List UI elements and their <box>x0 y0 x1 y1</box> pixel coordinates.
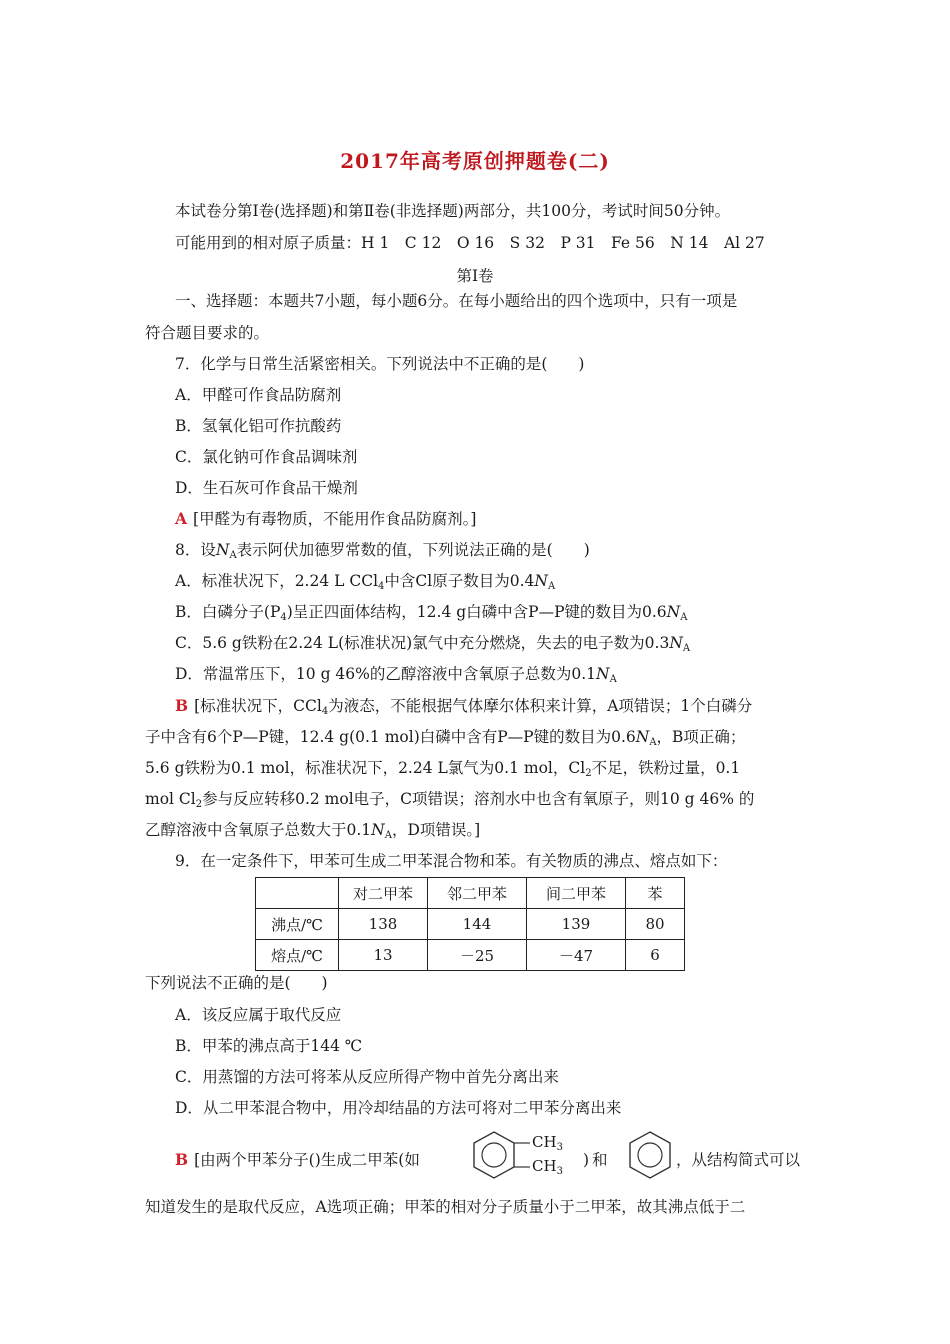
table-row <box>256 940 685 971</box>
q8-explanation-line-2 <box>145 727 745 753</box>
table-cell: 沸点/℃ <box>256 909 339 940</box>
q8-stem <box>175 540 590 566</box>
q8-stem-post: 表示阿伏加德罗常数的值，下列说法正确的是( ) <box>236 541 590 559</box>
q8-d-na-sub: A <box>609 674 617 685</box>
q9-option-c: C．用蒸馏的方法可将苯从反应所得产物中首先分离出来 <box>175 1068 559 1086</box>
q8-c-na: N <box>669 634 683 652</box>
ch3-top-sub: 3 <box>556 1142 563 1153</box>
q9-option-b: B．甲苯的沸点高于144 ℃ <box>175 1037 363 1055</box>
q8-stem-pre: 8．设 <box>175 541 216 559</box>
q7-explanation: [甲醛为有毒物质，不能用作食品防腐剂。] <box>193 510 477 528</box>
q9-option-d: D．从二甲苯混合物中，用冷却结晶的方法可将对二甲苯分离出来 <box>175 1099 622 1117</box>
table-header-cell: 对二甲苯 <box>339 878 428 909</box>
q8-e4-pre: mol Cl <box>145 790 196 808</box>
intro-line-1: 本试卷分第Ⅰ卷(选择题)和第Ⅱ卷(非选择题)两部分，共100分，考试时间50分钟。 <box>175 202 731 220</box>
q8-e2-na: N <box>635 728 650 746</box>
instructions-line-2: 符合题目要求的。 <box>145 324 270 342</box>
table-header-cell: 苯 <box>626 878 685 909</box>
q8-answer-letter: B <box>175 696 189 715</box>
q7-stem: 7．化学与日常生活紧密相关。下列说法中不正确的是( ) <box>175 355 585 373</box>
q9-explanation-line-1-pre <box>175 1150 424 1170</box>
q8-b-pre: B．白磷分子(P <box>175 603 281 621</box>
q8-e2-post: ，B项正确； <box>656 728 746 746</box>
q8-c-na-sub: A <box>682 643 691 654</box>
q9-e1-a: [由两个甲苯分子()生成二甲苯( <box>194 1151 405 1169</box>
q9-property-table <box>255 877 685 971</box>
q9-e1-ru: 如 <box>404 1151 424 1169</box>
q8-b-na: N <box>666 603 681 621</box>
q8-e4-post: 参与反应转移0.2 mol电子，C项错误；溶剂水中也含有氧原子，则10 g 46% 的 <box>202 790 755 808</box>
q8-a-post: 中含Cl原子数目为0.4 <box>384 572 535 590</box>
q8-option-c <box>175 633 690 659</box>
q8-d-na: N <box>596 665 610 683</box>
q9-explanation-line-2: 知道发生的是取代反应，A选项正确；甲苯的相对分子质量小于二甲苯，故其沸点低于二 <box>145 1198 746 1216</box>
table-header-row <box>256 878 685 909</box>
q7-answer-letter: A <box>175 509 188 528</box>
q8-option-a <box>175 571 555 597</box>
q9-question: 下列说法不正确的是( ) <box>145 974 328 992</box>
table-cell: 139 <box>527 909 626 940</box>
q8-a-sub: 4 <box>378 581 385 592</box>
q8-na-symbol: N <box>215 541 230 559</box>
table-cell: 138 <box>339 909 428 940</box>
q8-e3-post: 不足，铁粉过量，0.1 <box>591 759 741 777</box>
table-header-cell: 间二甲苯 <box>527 878 626 909</box>
q8-e5-na: N <box>371 821 385 839</box>
q8-e3-pre: 5.6 g铁粉为0.1 mol，标准状况下，2.24 L氯气为0.1 mol，Cl <box>145 759 586 777</box>
ch3-top-text: CH <box>532 1133 557 1151</box>
methyl-label-bottom <box>532 1156 563 1182</box>
section-heading: 第Ⅰ卷 <box>456 267 494 285</box>
instructions-line-1: 一、选择题：本题共7小题，每小题6分。在每小题给出的四个选项中，只有一项是 <box>175 292 738 310</box>
q8-b-na-sub: A <box>680 612 688 623</box>
table-header-cell: 邻二甲苯 <box>428 878 527 909</box>
table-cell: 144 <box>428 909 527 940</box>
table-cell: －25 <box>428 940 527 971</box>
q7-option-d: D．生石灰可作食品干燥剂 <box>175 479 358 497</box>
q8-explanation-line-3 <box>145 758 740 784</box>
ch3-bot-text: CH <box>532 1157 557 1175</box>
q8-explanation-line-5 <box>145 820 480 846</box>
q7-option-b: B．氢氧化铝可作抗酸药 <box>175 417 342 435</box>
q7-option-a: A．甲醛可作食品防腐剂 <box>175 386 342 404</box>
q8-na-subscript: A <box>229 550 237 561</box>
ch3-bot-sub: 3 <box>556 1166 563 1177</box>
q8-a-pre: A．标准状况下，2.24 L CCl <box>175 572 379 590</box>
q8-e4-sub: 2 <box>195 799 203 810</box>
q8-explanation-line-1 <box>175 696 752 722</box>
table-cell: 80 <box>626 909 685 940</box>
q8-option-d <box>175 664 617 690</box>
q8-e1-post: 为液态，不能根据气体摩尔体积来计算，A项错误；1个白磷分 <box>328 697 753 715</box>
q9-e1-b: ，从结构简式可以 <box>676 1151 801 1169</box>
q7-option-c: C．氯化钠可作食品调味剂 <box>175 448 358 466</box>
table-cell: －47 <box>527 940 626 971</box>
q8-e1-pre: [标准状况下，CCl <box>194 697 322 715</box>
table-header-cell <box>256 878 339 909</box>
q8-a-na-sub: A <box>547 581 556 592</box>
intro-line-2: 可能用到的相对原子质量：H 1 C 12 O 16 S 32 P 31 Fe 56 N 14 Al 27 <box>175 234 765 252</box>
table-cell: 熔点/℃ <box>256 940 339 971</box>
q8-e5-post: ，D项错误。] <box>391 821 481 839</box>
page-title: 2017年高考原创押题卷(二) <box>340 149 610 173</box>
q8-option-b <box>175 602 687 628</box>
q8-e5-pre: 乙醇溶液中含氧原子总数大于0.1 <box>145 821 372 839</box>
q8-e2-pre: 子中含有6个P—P键，12.4 g(0.1 mol)白磷中含有P—P键的数目为0.6 <box>145 728 636 746</box>
q8-b-sub: 4 <box>280 612 287 623</box>
q8-b-post: )呈正四面体结构，12.4 g白磷中含P—P键的数目为0.6 <box>286 603 667 621</box>
q8-d-text: D．常温常压下，10 g 46%的乙醇溶液中含氧原子总数为0.1 <box>175 665 597 683</box>
q8-c-text: C．5.6 g铁粉在2.24 L(标准状况)氯气中充分燃烧，失去的电子数为0.3 <box>175 634 670 652</box>
methyl-label-top <box>532 1132 563 1158</box>
q9-option-a: A．该反应属于取代反应 <box>175 1006 342 1024</box>
table-row <box>256 909 685 940</box>
q8-a-na: N <box>534 572 548 590</box>
q9-answer-letter: B <box>175 1150 189 1169</box>
q9-stem: 9．在一定条件下，甲苯可生成二甲苯混合物和苯。有关物质的沸点、熔点如下： <box>175 852 728 870</box>
q8-explanation-line-4 <box>145 789 754 815</box>
q8-e3-sub: 2 <box>585 768 592 779</box>
q8-e5-na-sub: A <box>384 830 392 841</box>
q7-answer <box>175 509 476 529</box>
q8-e2-na-sub: A <box>649 737 657 748</box>
q9-e1-he: )和 <box>583 1151 611 1169</box>
table-cell: 6 <box>626 940 685 971</box>
benzene-structure <box>624 1128 676 1184</box>
table-cell: 13 <box>339 940 428 971</box>
q8-e1-sub: 4 <box>321 706 329 717</box>
